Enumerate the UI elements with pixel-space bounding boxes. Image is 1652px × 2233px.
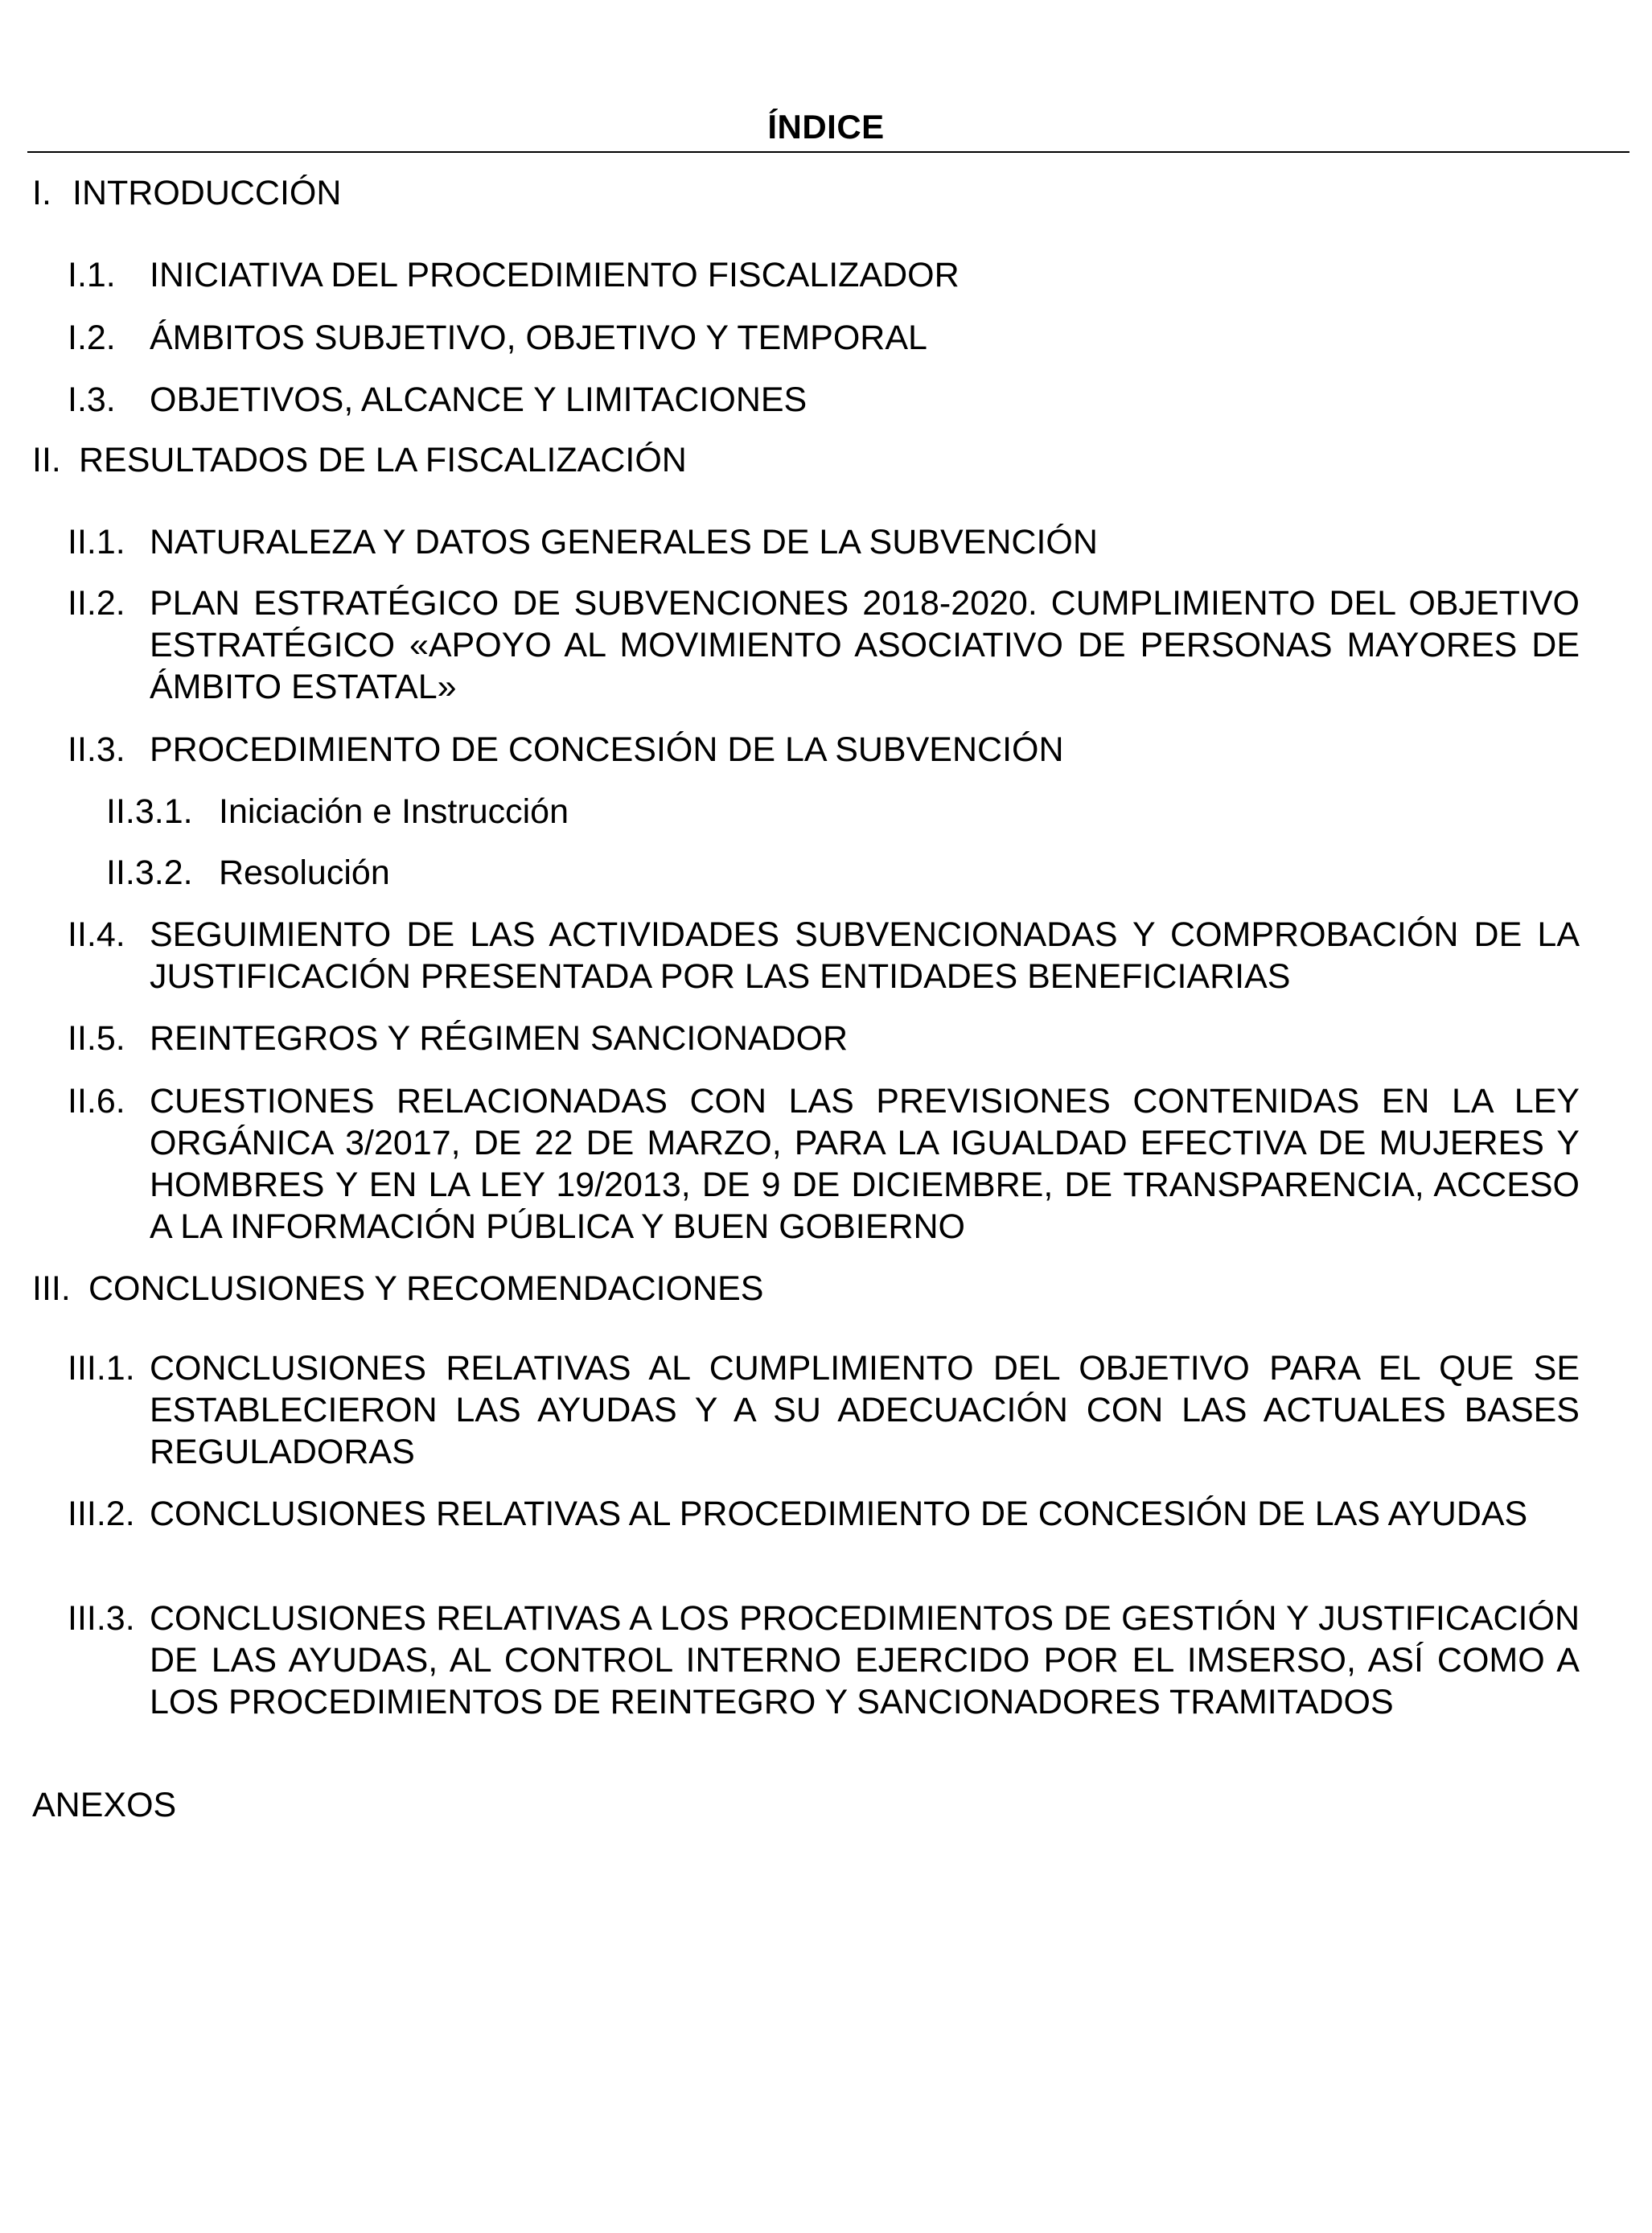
- toc-number: I.3.: [68, 380, 116, 419]
- title-underline: [27, 151, 1629, 153]
- toc-entry-i-2[interactable]: [68, 317, 1580, 359]
- toc-number: II.: [32, 441, 61, 479]
- toc-text: CONCLUSIONES RELATIVAS AL CUMPLIMIENTO DEL OBJETIVO PARA EL QUE SE ESTABLECIERON LAS AYUDAS Y A SU ADECUACIÓN CON LAS ACTUALES BASES REGULADORAS: [150, 1349, 1580, 1471]
- toc-number: III.1.: [68, 1349, 135, 1388]
- toc-entry-ii-5[interactable]: [68, 1018, 1580, 1059]
- toc-text: ÁMBITOS SUBJETIVO, OBJETIVO Y TEMPORAL: [150, 319, 927, 357]
- toc-text: NATURALEZA Y DATOS GENERALES DE LA SUBVENCIÓN: [150, 523, 1098, 561]
- toc-entry-iii-2[interactable]: [68, 1493, 1580, 1535]
- toc-entry-iii[interactable]: [32, 1268, 1601, 1310]
- toc-number: I.1.: [68, 256, 116, 294]
- toc-entry-ii-2[interactable]: [68, 582, 1580, 708]
- toc-text: RESULTADOS DE LA FISCALIZACIÓN: [79, 441, 687, 479]
- toc-text: INICIATIVA DEL PROCEDIMIENTO FISCALIZADOR: [150, 256, 960, 294]
- toc-number: III.: [32, 1269, 71, 1308]
- toc-number: II.3.1.: [106, 792, 193, 831]
- toc-number: II.5.: [68, 1019, 125, 1058]
- toc-entry-i-3[interactable]: [68, 379, 1580, 421]
- toc-number: III.2.: [68, 1495, 135, 1533]
- toc-text: INTRODUCCIÓN: [72, 174, 342, 212]
- toc-entry-iii-3[interactable]: [68, 1598, 1580, 1723]
- toc-text: SEGUIMIENTO DE LAS ACTIVIDADES SUBVENCIONADAS Y COMPROBACIÓN DE LA JUSTIFICACIÓN PRESENTADA POR LAS ENTIDADES BENEFICIARIAS: [150, 915, 1580, 996]
- toc-entry-ii[interactable]: [32, 439, 1601, 481]
- toc-number: II.6.: [68, 1082, 125, 1121]
- toc-text: CONCLUSIONES Y RECOMENDACIONES: [88, 1269, 764, 1308]
- toc-number: II.4.: [68, 915, 125, 954]
- toc-text: CUESTIONES RELACIONADAS CON LAS PREVISIONES CONTENIDAS EN LA LEY ORGÁNICA 3/2017, DE 22 DE MARZO, PARA LA IGUALDAD EFECTIVA DE MUJERES Y HOMBRES Y EN LA LEY 19/2013, DE 9 DE DICIEMBRE, DE TRANSPARENCIA, ACCESO A LA INFORMACIÓN PÚBLICA Y BUEN GOBIERNO: [150, 1082, 1580, 1246]
- toc-entry-ii-3[interactable]: [68, 729, 1580, 771]
- toc-text: PLAN ESTRATÉGICO DE SUBVENCIONES 2018-2020. CUMPLIMIENTO DEL OBJETIVO ESTRATÉGICO «APOYO AL MOVIMIENTO ASOCIATIVO DE PERSONAS MAYORES DE ÁMBITO ESTATAL»: [150, 584, 1580, 706]
- toc-entry-ii-3-2[interactable]: [106, 852, 1580, 894]
- toc-number: II.3.: [68, 730, 125, 769]
- toc-text: Iniciación e Instrucción: [219, 792, 569, 831]
- toc-entry-anexos[interactable]: [32, 1784, 1601, 1826]
- toc-entry-ii-3-1[interactable]: [106, 791, 1580, 833]
- toc-text: REINTEGROS Y RÉGIMEN SANCIONADOR: [150, 1019, 849, 1058]
- toc-text: ANEXOS: [32, 1786, 177, 1824]
- toc-entry-iii-1[interactable]: [68, 1347, 1580, 1473]
- toc-number: II.1.: [68, 523, 125, 561]
- toc-text: CONCLUSIONES RELATIVAS AL PROCEDIMIENTO DE CONCESIÓN DE LAS AYUDAS: [150, 1495, 1528, 1533]
- toc-number: I.2.: [68, 319, 116, 357]
- toc-entry-ii-1[interactable]: [68, 521, 1580, 563]
- toc-entry-ii-4[interactable]: [68, 914, 1580, 997]
- toc-text: Resolución: [219, 853, 390, 892]
- toc-entry-ii-6[interactable]: [68, 1080, 1580, 1248]
- toc-number: I.: [32, 174, 51, 212]
- toc-number: II.3.2.: [106, 853, 193, 892]
- toc-number: III.3.: [68, 1599, 135, 1638]
- toc-text: CONCLUSIONES RELATIVAS A LOS PROCEDIMIENTOS DE GESTIÓN Y JUSTIFICACIÓN DE LAS AYUDAS, AL CONTROL INTERNO EJERCIDO POR EL IMSERSO, ASÍ COMO A LOS PROCEDIMIENTOS DE REINTEGRO Y SANCIONADORES TRAMITADOS: [150, 1599, 1580, 1721]
- toc-text: PROCEDIMIENTO DE CONCESIÓN DE LA SUBVENCIÓN: [150, 730, 1064, 769]
- page-title: ÍNDICE: [767, 108, 885, 146]
- toc-number: II.2.: [68, 584, 125, 623]
- toc-text: OBJETIVOS, ALCANCE Y LIMITACIONES: [150, 380, 808, 419]
- toc-entry-i[interactable]: [32, 172, 1601, 214]
- toc-entry-i-1[interactable]: [68, 254, 1580, 296]
